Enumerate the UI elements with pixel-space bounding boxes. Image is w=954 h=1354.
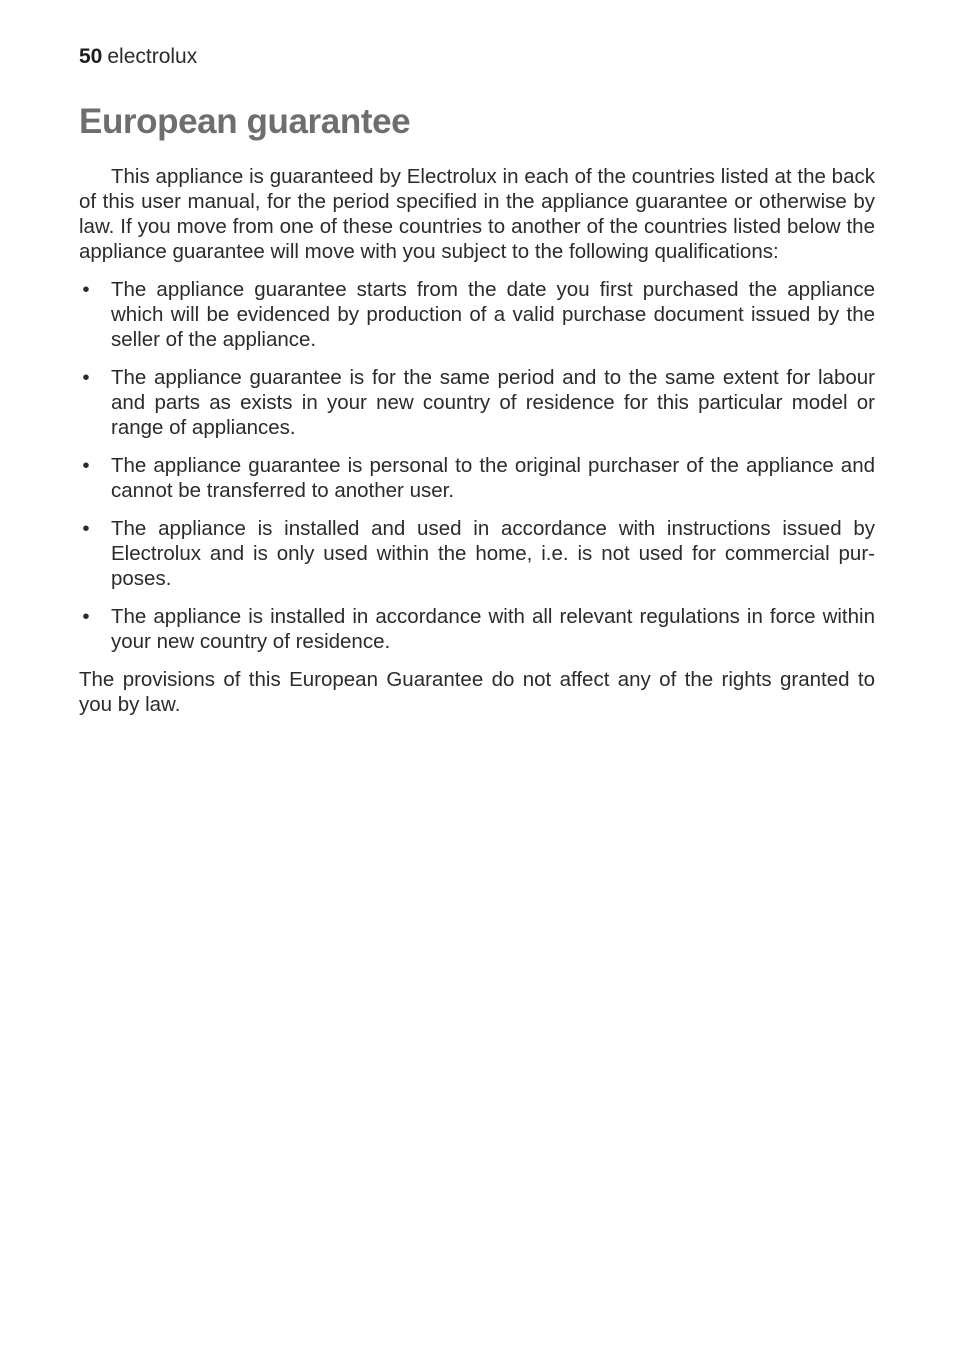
brand-name: electrolux xyxy=(107,45,198,68)
list-item xyxy=(79,277,875,352)
list-item-text: The appliance guarantee is for the same period and to the same extent for labour and parts as exists in your new country of residence for this particular model or range of appliances. xyxy=(111,366,875,439)
list-item-text: The appliance guarantee starts from the date you first purchased the appliance which will be evidenced by production of a valid purchase document issued by the seller of the appliance. xyxy=(111,278,875,351)
list-item-text: The appliance guarantee is personal to the original purchaser of the appliance and cannot be transferred to another user. xyxy=(111,454,875,502)
page-title: European guarantee xyxy=(79,102,411,141)
intro-paragraph: This appliance is guaranteed by Electrolux in each of the countries listed at the back of this user manual, for the period specified in the appliance guarantee or otherwise by law. If you move from one of these countries to another of the countries listed below the appliance guarantee will move with you subject to the following qualifications: xyxy=(79,165,875,263)
bullet-icon: • xyxy=(82,605,90,628)
list-item xyxy=(79,604,875,654)
bullet-icon: • xyxy=(82,454,90,477)
list-item-text: The appliance is installed in accordance with all relevant regulations in force within your new country of residence. xyxy=(111,605,875,653)
page-header xyxy=(79,44,197,70)
page-number: 50 xyxy=(79,45,103,68)
closing-paragraph: The provisions of this European Guarantee do not affect any of the rights granted to you by law. xyxy=(79,668,875,716)
qualifications-list xyxy=(79,277,875,654)
list-item xyxy=(79,365,875,440)
bullet-icon: • xyxy=(82,517,90,540)
list-item xyxy=(79,453,875,503)
guarantee-text xyxy=(79,164,875,717)
list-item xyxy=(79,516,875,591)
bullet-icon: • xyxy=(82,366,90,389)
list-item-text: The appliance is installed and used in accordance with instructions issued by Electrolux and is only used within the home, i.e. is not used for commercial purposes. xyxy=(111,517,875,590)
bullet-icon: • xyxy=(82,278,90,301)
